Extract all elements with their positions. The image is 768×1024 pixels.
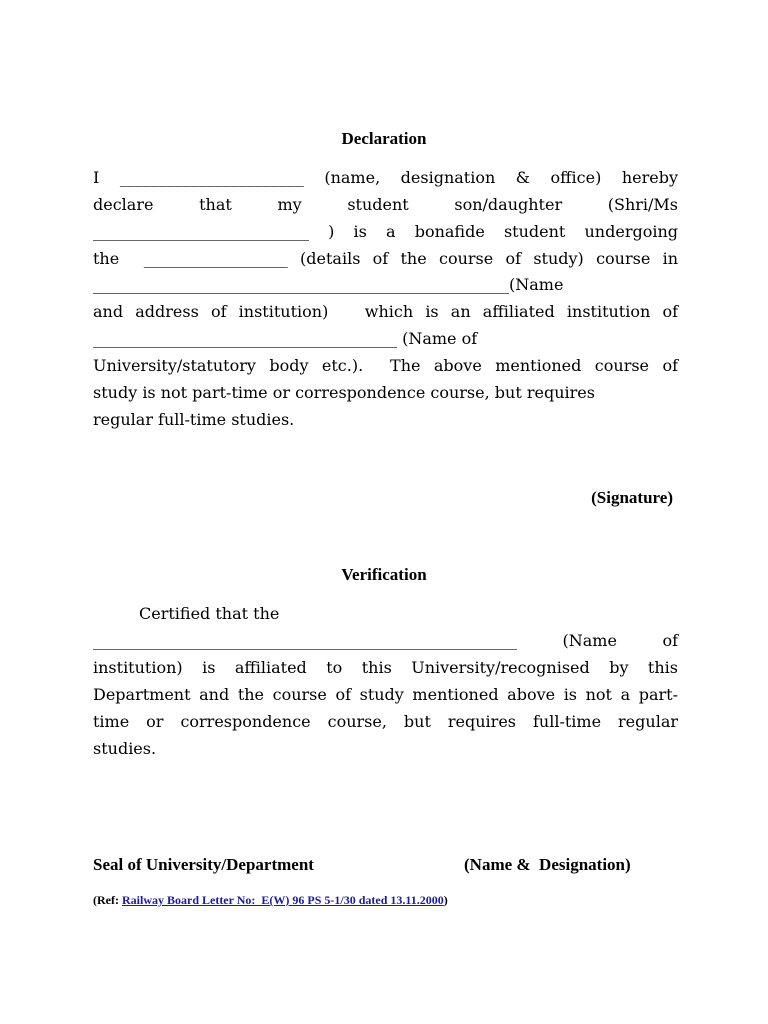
declaration-line-2: declare that my student son/daughter (Shri/Ms xyxy=(93,195,678,214)
reference-suffix: ) xyxy=(443,893,448,907)
declaration-line-9: study is not part-time or correspondence course, but requires xyxy=(93,383,595,402)
declaration-line-4: the __________________ (details of the course of study) course in xyxy=(93,249,678,268)
declaration-line-1: I _______________________ (name, designation & office) hereby xyxy=(93,168,678,187)
name-designation-label: (Name & Designation) xyxy=(464,855,631,874)
declaration-line-6: and address of institution) which is an affiliated institution of xyxy=(93,302,678,321)
reference-prefix: (Ref: xyxy=(93,893,122,907)
declaration-line-10: regular full-time studies. xyxy=(93,410,295,429)
declaration-line-8: University/statutory body etc.). The above mentioned course of xyxy=(93,356,678,375)
seal-label: Seal of University/Department xyxy=(93,855,314,874)
verification-heading: Verification xyxy=(341,565,427,584)
verification-line-4: Department and the course of study mentioned above is not a part- xyxy=(93,685,678,704)
verification-line-2: _____________________________________________________ (Name of xyxy=(93,631,678,650)
declaration-line-5: ____________________________________________________(Name xyxy=(93,275,564,294)
verification-line-6: studies. xyxy=(93,739,157,758)
declaration-heading: Declaration xyxy=(341,129,427,148)
reference-link[interactable]: Railway Board Letter No: E(W) 96 PS 5-1/30 dated 13.11.2000 xyxy=(121,893,444,907)
signature-label: (Signature) xyxy=(591,488,673,507)
verification-line-3: institution) is affiliated to this University/recognised by this xyxy=(93,658,678,677)
declaration-line-7: ______________________________________ (Name of xyxy=(93,329,478,348)
verification-line-1: Certified that the xyxy=(139,604,280,623)
verification-line-5: time or correspondence course, but requires full-time regular xyxy=(93,712,678,731)
declaration-line-3: ___________________________ ) is a bonafide student undergoing xyxy=(93,222,678,241)
reference-note xyxy=(93,893,448,908)
